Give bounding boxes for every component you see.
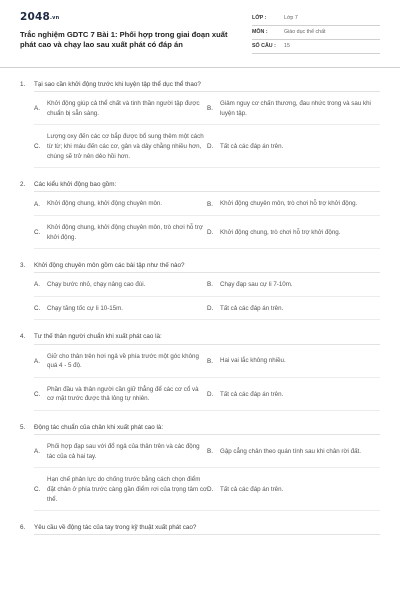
divider <box>34 248 380 249</box>
question-text: Tại sao cần khởi động trước khi luyện tập thể dục thể thao? <box>34 81 201 88</box>
option-letter: D. <box>207 228 214 236</box>
option-text: Khởi động chung, khởi động chuyên môn, trò chơi hỗ trợ khởi động. <box>47 223 203 241</box>
question-item <box>20 320 380 411</box>
answer-option[interactable] <box>207 99 380 118</box>
answer-option[interactable] <box>34 442 207 461</box>
question-prompt <box>20 332 380 341</box>
option-text: Chạy đạp sau cự li 7-10m. <box>220 281 293 289</box>
answer-option[interactable] <box>34 223 207 242</box>
meta-value: 15 <box>284 42 290 49</box>
answer-option[interactable] <box>207 199 380 209</box>
divider <box>34 467 380 468</box>
question-text: Các kiểu khởi động bao gồm: <box>34 181 117 189</box>
question-item <box>20 168 380 249</box>
option-letter: B. <box>207 448 213 456</box>
answer-option[interactable] <box>207 304 380 314</box>
answer-option[interactable] <box>34 280 207 290</box>
question-prompt <box>20 523 380 532</box>
option-text: Tất cả các đáp án trên. <box>220 390 284 398</box>
option-text: Phối hợp đạp sau với đổ ngả của thân trên và các động tác của cả hai tay. <box>47 443 200 460</box>
answer-option[interactable] <box>207 385 380 404</box>
question-text: Tư thế thân người chuẩn khi xuất phát cao là: <box>34 333 162 341</box>
divider <box>34 410 380 411</box>
option-letter: A. <box>34 105 40 113</box>
question-text: Khởi động chuyên môn gồm các bài tập như thế nào? <box>34 262 185 270</box>
option-letter: A. <box>34 448 40 456</box>
option-letter: A. <box>34 281 40 289</box>
answer-options <box>20 345 380 411</box>
option-text: Phần đầu và thân người cần giữ thẳng để các cơ cổ và cơ mặt trước được thả lỏng tự nhiên. <box>47 385 199 403</box>
option-letter: A. <box>34 357 40 365</box>
meta-value: Lớp 7 <box>284 14 298 21</box>
option-text: Lượng oxy đến các cơ bắp được bổ sung thêm một cách từ từ; khi máu đến các cơ, gân và dây chằng nhiều hơn, chúng sẽ trở nên dẻo hồi hơn. <box>47 133 204 160</box>
question-text: Động tác chuẩn của chân khi xuất phát cao là: <box>34 424 164 432</box>
question-prompt <box>20 180 380 189</box>
option-text: Hạn chế phản lực do chống trước bằng cách chọn điểm đặt chân ở phía trước càng gần điểm rơi của trọng tâm cơ thể. <box>47 476 208 503</box>
question-text: Yêu cầu về động tác của tay trong kỹ thuật xuất phát cao? <box>34 524 197 532</box>
meta-key: MÔN : <box>252 28 268 35</box>
option-letter: C. <box>34 305 41 313</box>
meta-value: Giáo dục thể chất <box>284 28 326 35</box>
question-number: 2. <box>20 181 26 189</box>
answer-options <box>20 273 380 320</box>
answer-option[interactable] <box>207 223 380 242</box>
option-text: Tất cả các đáp án trên. <box>220 485 284 493</box>
option-text: Khởi động chung, khởi động chuyên môn. <box>47 200 163 208</box>
answer-options <box>20 92 380 168</box>
option-letter: B. <box>207 200 213 208</box>
answer-option[interactable] <box>207 475 380 504</box>
page-title: Trắc nghiệm GDTC 7 Bài 1: Phối hợp trong giai đoạn xuất phát cao và chạy lao sau xuất phát có đáp án <box>20 30 228 50</box>
option-letter: B. <box>207 105 213 113</box>
option-text: Chạy tăng tốc cự li 10-15m. <box>47 304 124 312</box>
option-letter: A. <box>34 200 40 208</box>
question-number: 5. <box>20 424 26 432</box>
option-letter: C. <box>34 390 41 398</box>
quiz-meta-table <box>252 12 380 54</box>
answer-option[interactable] <box>34 385 207 404</box>
option-letter: D. <box>207 143 214 151</box>
option-letter: C. <box>34 228 41 236</box>
option-text: Chạy bước nhỏ, chạy nâng cao đùi. <box>47 281 146 289</box>
option-letter: D. <box>207 305 214 313</box>
option-text: Khởi động chung, trò chơi hỗ trợ khởi động. <box>220 228 341 236</box>
answer-options <box>20 192 380 249</box>
option-text: Hai vai lắc không nhiều. <box>220 357 286 365</box>
option-letter: B. <box>207 357 213 365</box>
answer-option[interactable] <box>34 132 207 161</box>
question-number: 6. <box>20 524 26 532</box>
answer-option[interactable] <box>207 442 380 461</box>
divider <box>34 215 380 216</box>
logo-suffix: .vn <box>50 15 60 21</box>
question-item <box>20 68 380 168</box>
answer-option[interactable] <box>207 352 380 371</box>
meta-row <box>252 26 380 40</box>
question-prompt <box>20 423 380 432</box>
answer-option[interactable] <box>34 304 207 314</box>
option-text: Tất cả các đáp án trên. <box>220 304 284 312</box>
option-letter: C. <box>34 143 41 151</box>
meta-key: LỚP : <box>252 14 267 21</box>
option-text: Giữ cho thân trên hơi ngả về phía trước một góc không quá 4 - 5 độ. <box>47 352 199 370</box>
answer-option[interactable] <box>34 352 207 371</box>
page-header <box>0 0 400 68</box>
answer-option[interactable] <box>34 475 207 504</box>
question-item <box>20 249 380 320</box>
answer-options <box>20 435 380 511</box>
option-text: Gập cẳng chân theo quán tính sau khi chân rời đất. <box>220 447 361 455</box>
logo-text: 2048 <box>20 11 51 23</box>
divider <box>34 296 380 297</box>
divider <box>34 167 380 168</box>
answer-option[interactable] <box>207 132 380 161</box>
divider <box>34 377 380 378</box>
question-item <box>20 411 380 511</box>
question-list <box>0 68 400 535</box>
meta-key: SỐ CÂU : <box>252 42 276 49</box>
meta-row <box>252 12 380 26</box>
question-number: 1. <box>20 81 26 88</box>
option-text: Giảm nguy cơ chấn thương, đau nhức trong và sau khi luyện tập. <box>220 100 371 117</box>
question-item <box>20 511 380 535</box>
question-prompt <box>20 80 380 89</box>
answer-option[interactable] <box>34 99 207 118</box>
question-prompt <box>20 261 380 270</box>
answer-option[interactable] <box>34 199 207 209</box>
answer-option[interactable] <box>207 280 380 290</box>
option-letter: C. <box>34 486 41 494</box>
question-number: 4. <box>20 333 26 341</box>
divider <box>34 124 380 125</box>
divider <box>34 319 380 320</box>
option-letter: D. <box>207 486 214 494</box>
option-text: Tất cả các đáp án trên. <box>220 142 284 150</box>
option-text: Khởi động giúp cả thể chất và tinh thần người tập được chuẩn bị sẵn sàng. <box>47 100 200 117</box>
option-text: Khởi động chuyên môn, trò chơi hỗ trợ khởi động. <box>220 200 358 208</box>
option-letter: B. <box>207 281 213 289</box>
divider <box>34 510 380 511</box>
meta-row <box>252 40 380 54</box>
question-number: 3. <box>20 262 26 270</box>
option-letter: D. <box>207 390 214 398</box>
divider <box>34 534 380 535</box>
